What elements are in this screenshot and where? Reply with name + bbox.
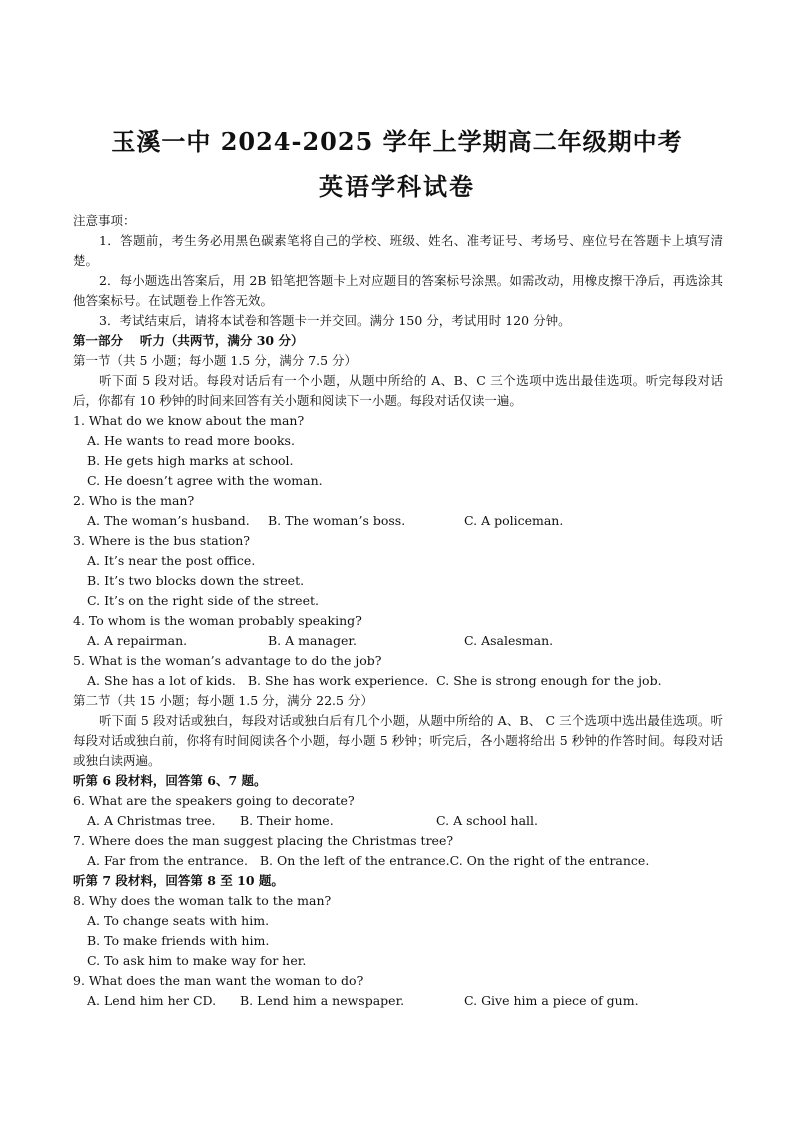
answer-option: C. She is strong enough for the job. [436, 673, 662, 688]
answer-option: A. The woman’s husband. [87, 513, 250, 528]
section2-instructions: 听下面 5 段对话或独白，每段对话或独白后有几个小题，从题中所给的 A、B、 C 三个选项中选出最佳选项。听每段对话或独白前，你将有时间阅读各个小题，每小题 5 秒钟；听完后，各小题将给出 5 秒钟的作答时间。每段对话或独白读两遍。 [73, 713, 723, 768]
question-stem: 9. What does the man want the woman to do? [73, 973, 364, 988]
answer-option: B. She has work experience. [247, 673, 429, 688]
answer-option: B. The woman’s boss. [268, 513, 406, 528]
section1-heading: 第一节（共 5 小题；每小题 1.5 分，满分 7.5 分） [73, 353, 358, 368]
answer-option: C. It’s on the right side of the street. [87, 593, 319, 608]
answer-option: A. Lend him her CD. [87, 993, 217, 1008]
answer-option: B. He gets high marks at school. [87, 453, 294, 468]
options-row [73, 671, 723, 691]
answer-option: A. It’s near the post office. [87, 553, 256, 568]
answer-option: B. On the left of the entrance. [259, 853, 450, 868]
material-heading: 听第 6 段材料，回答第 6、7 题。 [73, 773, 267, 788]
section1-instructions: 听下面 5 段对话。每段对话后有一个小题，从题中所给的 A、B、C 三个选项中选出最佳选项。听完每段对话后，你都有 10 秒钟的时间来回答有关小题和阅读下一小题。每段对话仅读一遍。 [73, 373, 723, 408]
answer-option: C. A school hall. [436, 813, 539, 828]
answer-option: C. To ask him to make way for her. [87, 953, 307, 968]
options-row [73, 631, 723, 651]
question-stem: 3. Where is the bus station? [73, 533, 251, 548]
answer-option: C. Asalesman. [464, 633, 554, 648]
answer-option: C. On the right of the entrance. [449, 853, 650, 868]
answer-option: A. He wants to read more books. [87, 433, 295, 448]
question-stem: 4. To whom is the woman probably speaking? [73, 613, 362, 628]
options-row [73, 991, 723, 1011]
question-stem: 5. What is the woman’s advantage to do the job? [73, 653, 382, 668]
part1-heading: 第一部分 听力（共两节，满分 30 分） [73, 333, 304, 348]
answer-option: B. A manager. [268, 633, 357, 648]
answer-option: B. To make friends with him. [87, 933, 270, 948]
answer-option: A. A repairman. [87, 633, 188, 648]
answer-option: C. A policeman. [464, 513, 564, 528]
answer-option: B. It’s two blocks down the street. [87, 573, 305, 588]
question-stem: 7. Where does the man suggest placing the Christmas tree? [73, 833, 454, 848]
answer-option: A. Far from the entrance. [87, 853, 248, 868]
answer-option: C. He doesn’t agree with the woman. [87, 473, 323, 488]
question-stem: 8. Why does the woman talk to the man? [73, 893, 332, 908]
note-item: 2．每小题选出答案后，用 2B 铅笔把答题卡上对应题目的答案标号涂黑。如需改动，用橡皮擦干净后，再选涂其他答案标号。在试题卷上作答无效。 [73, 273, 723, 308]
answer-option: A. To change seats with him. [87, 913, 270, 928]
options-row [73, 811, 723, 831]
exam-subtitle: 英语学科试卷 [319, 172, 475, 201]
answer-option: A. She has a lot of kids. [87, 673, 236, 688]
section2-heading: 第二节（共 15 小题；每小题 1.5 分，满分 22.5 分） [73, 693, 373, 708]
exam-body [73, 211, 723, 1011]
answer-option: B. Their home. [240, 813, 334, 828]
note-item: 1．答题前，考生务必用黑色碳素笔将自己的学校、班级、姓名、准考证号、考场号、座位号在答题卡上填写清楚。 [73, 233, 723, 268]
answer-option: A. A Christmas tree. [87, 813, 216, 828]
question-stem: 2. Who is the man? [73, 493, 195, 508]
options-row [73, 511, 723, 531]
notes-heading: 注意事项： [73, 213, 136, 228]
question-stem: 6. What are the speakers going to decorate? [73, 793, 355, 808]
exam-title: 玉溪一中 2024-2025 学年上学期高二年级期中考 [111, 127, 683, 156]
answer-option: B. Lend him a newspaper. [240, 993, 405, 1008]
question-stem: 1. What do we know about the man? [73, 413, 305, 428]
answer-option: C. Give him a piece of gum. [464, 993, 639, 1008]
material-heading: 听第 7 段材料，回答第 8 至 10 题。 [73, 873, 284, 888]
note-item: 3．考试结束后，请将本试卷和答题卡一并交回。满分 150 分，考试用时 120 分钟。 [99, 313, 571, 328]
options-row [73, 851, 723, 871]
